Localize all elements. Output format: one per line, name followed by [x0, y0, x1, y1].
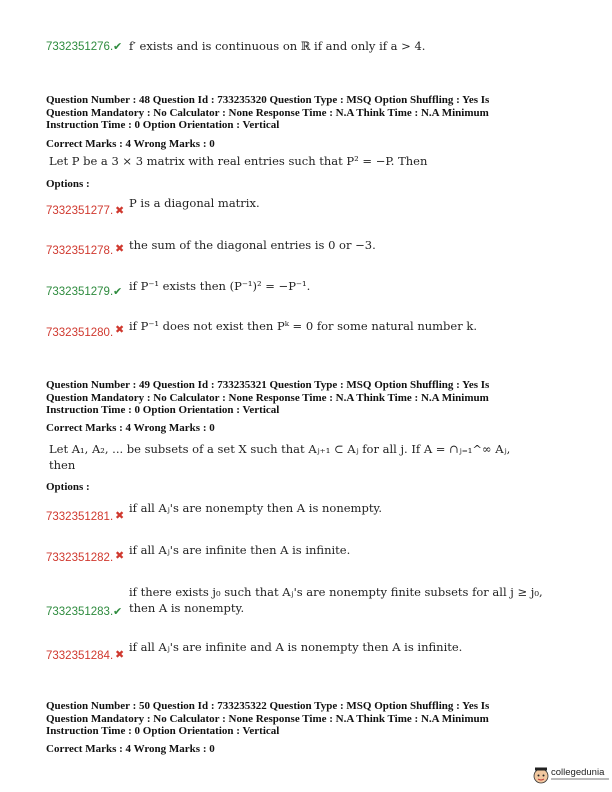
marks-line: Correct Marks : 4 Wrong Marks : 0 — [46, 138, 215, 150]
option-text: the sum of the diagonal entries is 0 or −3. — [129, 238, 376, 252]
header-line: Question Number : 49 Question Id : 733235321 Question Type : MSQ Option Shuffling : Yes Is — [46, 379, 490, 391]
option-text: f′ exists and is continuous on ℝ if and only if a > 4. — [129, 39, 426, 53]
cross-icon: ✖ — [115, 549, 125, 562]
header-line: Instruction Time : 0 Option Orientation : Vertical — [46, 725, 280, 737]
option-text-line: then A is nonempty. — [129, 601, 245, 615]
logo-tagline — [551, 778, 609, 780]
check-icon: ✔ — [113, 40, 123, 53]
cross-icon: ✖ — [115, 648, 125, 661]
option-text: if P⁻¹ exists then (P⁻¹)² = −P⁻¹. — [129, 279, 311, 293]
cross-icon: ✖ — [115, 242, 125, 255]
option-id: 7332351278. — [46, 245, 114, 257]
header-line: Instruction Time : 0 Option Orientation : Vertical — [46, 119, 280, 131]
option-id: 7332351281. — [46, 511, 114, 523]
option-text-line: if there exists j₀ such that Aⱼ's are nonempty finite subsets for all j ≥ j₀, — [129, 585, 543, 599]
options-label: Options : — [46, 178, 90, 190]
stem-line: then — [49, 458, 76, 472]
option-id: 7332351284. — [46, 650, 114, 662]
marks-line: Correct Marks : 4 Wrong Marks : 0 — [46, 422, 215, 434]
option-text: if all Aⱼ's are nonempty then A is nonempty. — [129, 501, 383, 515]
collegedunia-logo — [533, 766, 611, 786]
option-text — [129, 584, 543, 616]
cross-icon: ✖ — [115, 204, 125, 217]
header-line: Question Mandatory : No Calculator : None Response Time : N.A Think Time : N.A Minimum — [46, 712, 489, 725]
option-id: 7332351280. — [46, 327, 114, 339]
mascot-icon — [533, 766, 549, 784]
option-id: 7332351282. — [46, 552, 114, 564]
stem-line: Let A₁, A₂, ... be subsets of a set X such that Aⱼ₊₁ ⊂ Aⱼ for all j. If A = ∩ⱼ₌₁^∞ Aⱼ, — [49, 442, 511, 456]
question-stem: Let P be a 3 × 3 matrix with real entries such that P² = −P. Then — [49, 154, 428, 168]
question-stem — [49, 441, 549, 473]
check-icon: ✔ — [113, 285, 123, 298]
option-id: 7332351279. — [46, 286, 114, 298]
header-line: Instruction Time : 0 Option Orientation : Vertical — [46, 404, 280, 416]
cross-icon: ✖ — [115, 323, 125, 336]
header-line: Question Mandatory : No Calculator : None Response Time : N.A Think Time : N.A Minimum — [46, 391, 489, 404]
header-line: Question Number : 48 Question Id : 733235320 Question Type : MSQ Option Shuffling : Yes Is — [46, 94, 490, 106]
option-id: 7332351277. — [46, 205, 114, 217]
question-header — [46, 700, 546, 738]
check-icon: ✔ — [113, 605, 123, 618]
header-line: Question Mandatory : No Calculator : None Response Time : N.A Think Time : N.A Minimum — [46, 106, 489, 119]
option-id: 7332351276. — [46, 41, 114, 53]
marks-line: Correct Marks : 4 Wrong Marks : 0 — [46, 743, 215, 755]
header-line: Question Number : 50 Question Id : 733235322 Question Type : MSQ Option Shuffling : Yes Is — [46, 700, 490, 712]
logo-text: collegedunia — [551, 767, 605, 778]
option-id: 7332351283. — [46, 606, 114, 618]
option-text: if P⁻¹ does not exist then Pᵏ = 0 for some natural number k. — [129, 319, 477, 333]
cross-icon: ✖ — [115, 509, 125, 522]
question-header — [46, 379, 546, 417]
options-label: Options : — [46, 481, 90, 493]
option-text: if all Aⱼ's are infinite then A is infinite. — [129, 543, 351, 557]
question-header — [46, 94, 546, 132]
option-text: if all Aⱼ's are infinite and A is nonempty then A is infinite. — [129, 640, 463, 654]
option-text: P is a diagonal matrix. — [129, 196, 260, 210]
